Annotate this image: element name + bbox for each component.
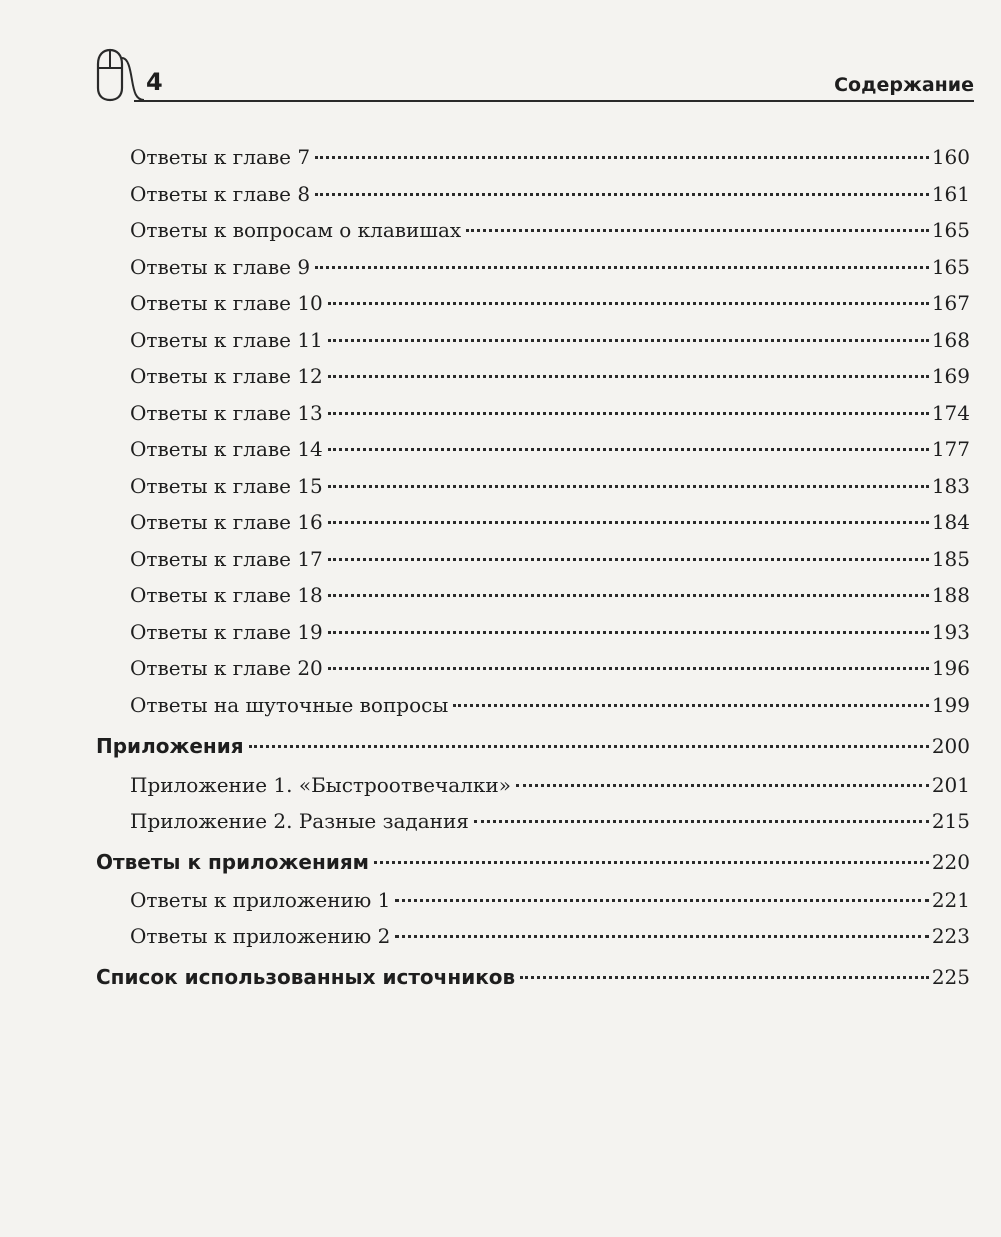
dot-leader (466, 229, 929, 232)
toc-entry-title: Ответы к главе 12 (130, 364, 323, 388)
toc-entry-title: Список использованных источников (96, 965, 516, 989)
toc-entry-title: Ответы к приложению 1 (130, 888, 391, 912)
page-number: 4 (146, 68, 163, 96)
toc-entry-page: 196 (931, 656, 970, 680)
toc-entry[interactable] (130, 250, 970, 284)
toc-entry-page: 165 (931, 218, 970, 242)
toc-entry-title: Ответы к главе 14 (130, 437, 323, 461)
dot-leader (395, 899, 928, 902)
toc-entry[interactable] (130, 140, 970, 174)
toc-entry-page: 165 (931, 254, 970, 279)
toc-entry-title: Ответы на шуточные вопросы (130, 692, 449, 717)
dot-leader (328, 594, 929, 597)
dot-leader (474, 820, 929, 823)
dot-leader (315, 266, 929, 269)
toc-entry[interactable] (130, 615, 970, 649)
toc-entry-page: 174 (931, 400, 970, 425)
dot-leader (249, 745, 929, 748)
toc-entry[interactable] (130, 505, 970, 539)
dot-leader (328, 412, 929, 415)
computer-mouse-icon (92, 46, 144, 102)
dot-leader (315, 156, 929, 159)
toc-entry-title: Ответы к приложениям (96, 850, 370, 874)
toc-entry-title: Ответы к главе 19 (130, 619, 323, 644)
toc-entry[interactable] (130, 578, 970, 612)
toc-entry[interactable] (130, 177, 970, 211)
running-header (92, 46, 974, 102)
toc-entry-page: 177 (931, 437, 970, 461)
toc-entry[interactable] (130, 469, 970, 503)
toc-entry-title: Ответы к главе 10 (130, 291, 323, 315)
toc-entry-title: Ответы к главе 11 (130, 327, 323, 352)
toc-entry[interactable] (130, 286, 970, 320)
dot-leader (328, 375, 929, 378)
dot-leader (374, 861, 929, 864)
toc-entry-page: 160 (931, 145, 970, 169)
toc-entry-page: 161 (931, 181, 970, 206)
toc-entry-page: 193 (931, 619, 970, 644)
toc-entry-title: Приложение 2. Разные задания (130, 809, 469, 833)
toc-entry-title: Ответы к приложению 2 (130, 924, 391, 948)
section-title: Содержание (834, 74, 974, 96)
toc-entry-title: Ответы к главе 16 (130, 510, 323, 534)
toc-entry-title: Ответы к главе 9 (130, 254, 311, 279)
toc-entry-title: Ответы к главе 8 (130, 181, 311, 206)
toc-entry-page: 199 (931, 692, 970, 717)
toc-entry-title: Приложения (96, 734, 244, 758)
toc-section-entry[interactable] (96, 729, 970, 763)
toc-entry[interactable] (130, 542, 970, 576)
dot-leader (395, 935, 928, 938)
toc-entry[interactable] (130, 213, 970, 247)
toc-entry[interactable] (130, 323, 970, 357)
toc-entry-title: Ответы к главе 18 (130, 583, 323, 607)
toc-section-entry[interactable] (96, 960, 970, 994)
toc-entry[interactable] (130, 396, 970, 430)
toc-entry-page: 223 (931, 924, 970, 948)
dot-leader (520, 976, 929, 979)
toc-entry[interactable] (130, 432, 970, 466)
toc-entry[interactable] (130, 651, 970, 685)
dot-leader (328, 485, 929, 488)
toc-entry-page: 168 (931, 327, 970, 352)
toc-entry-page: 188 (931, 583, 970, 607)
toc-entry[interactable] (130, 919, 970, 953)
dot-leader (516, 784, 929, 787)
toc-entry-page: 221 (931, 888, 970, 912)
dot-leader (328, 558, 929, 561)
toc-entry-title: Ответы к главе 7 (130, 145, 311, 169)
toc-section-entry[interactable] (96, 845, 970, 879)
toc-entry-page: 184 (931, 510, 970, 534)
toc-entry-page: 185 (931, 546, 970, 571)
toc-entry-page: 183 (931, 473, 970, 498)
header-rule (134, 100, 974, 102)
toc-entry-page: 169 (931, 364, 970, 388)
dot-leader (453, 704, 929, 707)
toc-entry-title: Ответы к главе 15 (130, 473, 323, 498)
toc-entry-page: 201 (931, 773, 970, 797)
dot-leader (328, 667, 929, 670)
toc-entry[interactable] (130, 688, 970, 722)
toc-entry-page: 225 (931, 965, 970, 989)
toc-entry[interactable] (130, 359, 970, 393)
toc-entry[interactable] (130, 768, 970, 802)
dot-leader (328, 631, 929, 634)
toc-entry-page: 167 (931, 291, 970, 315)
toc-entry-title: Ответы к главе 17 (130, 546, 323, 571)
dot-leader (328, 521, 929, 524)
toc-entry[interactable] (130, 804, 970, 838)
toc-entry-title: Приложение 1. «Быстроотвечалки» (130, 773, 511, 797)
dot-leader (328, 339, 929, 342)
dot-leader (328, 448, 929, 451)
dot-leader (315, 193, 929, 196)
toc-entry-page: 220 (931, 850, 970, 874)
toc-entry-title: Ответы к главе 13 (130, 400, 323, 425)
toc-entry-page: 215 (931, 809, 970, 833)
toc-entry-title: Ответы к главе 20 (130, 656, 323, 680)
toc-entry-page: 200 (931, 734, 970, 758)
dot-leader (328, 302, 929, 305)
toc-entry[interactable] (130, 883, 970, 917)
toc-entry-title: Ответы к вопросам о клавишах (130, 218, 462, 242)
